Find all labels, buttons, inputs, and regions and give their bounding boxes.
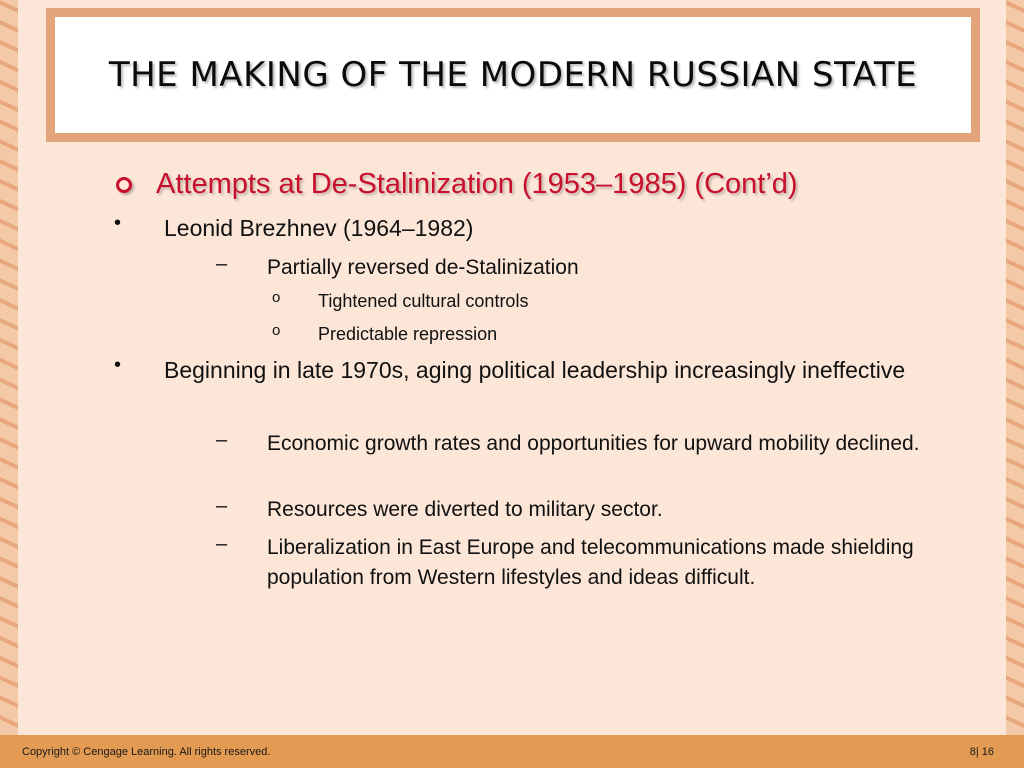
slide-title: THE MAKING OF THE MODERN RUSSIAN STATE [108, 55, 918, 95]
circle-marker: o [272, 322, 281, 339]
page-number: 8| 16 [969, 745, 994, 758]
slide-footer [0, 735, 1024, 768]
bullet-text: Leonid Brezhnev (1964–1982) [164, 215, 474, 241]
right-decorative-strip [1006, 0, 1024, 735]
title-box [46, 8, 980, 142]
dash-marker: – [216, 429, 228, 451]
sub-sub-bullet-text: Predictable repression [318, 324, 498, 344]
bullet-text: Beginning in late 1970s, aging political leadership increasingly ineffective [164, 357, 906, 383]
copyright-notice: Copyright © Cengage Learning. All rights reserved. [22, 745, 271, 758]
title-panel [55, 17, 971, 133]
section-heading [116, 168, 798, 201]
sub-bullet-text: Resources were diverted to military sector. [267, 498, 663, 521]
sub-sub-bullet-text: Tightened cultural controls [318, 291, 529, 311]
sub-bullet-text: Liberalization in East Europe and telecommunications made shielding population from Western lifestyles and ideas difficult. [267, 536, 914, 589]
sub-bullet-text: Partially reversed de-Stalinization [267, 256, 579, 279]
section-heading-text: Attempts at De-Stalinization (1953–1985) (Cont’d) [156, 168, 798, 200]
dash-marker: – [216, 533, 228, 555]
sub-bullet-text: Economic growth rates and opportunities for upward mobility declined. [267, 432, 920, 455]
dash-marker: – [216, 253, 228, 275]
hollow-circle-icon [116, 177, 132, 193]
circle-marker: o [272, 289, 281, 306]
left-decorative-strip [0, 0, 18, 735]
bullet-marker: • [114, 354, 122, 376]
dash-marker: – [216, 495, 228, 517]
bullet-marker: • [114, 212, 122, 234]
